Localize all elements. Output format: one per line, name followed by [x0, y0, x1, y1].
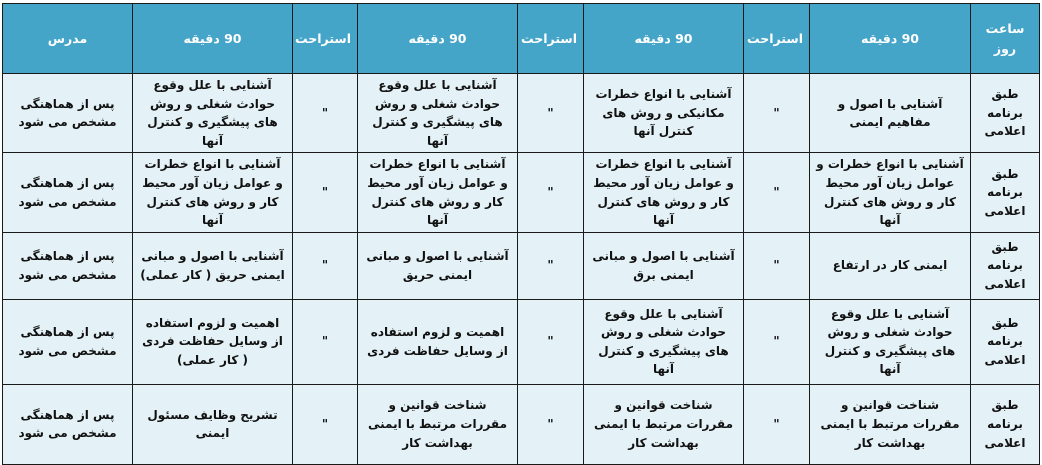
break-cell: " [518, 153, 584, 232]
break-cell: " [518, 384, 584, 464]
teacher-cell: پس از هماهنگی مشخص می شود [3, 153, 133, 232]
table-row [3, 384, 1040, 464]
break-cell: " [293, 299, 358, 384]
break-cell: " [744, 74, 810, 153]
break-cell: " [293, 232, 358, 299]
table-row [3, 232, 1040, 299]
session-cell: آشنایی با انواع خطرات و عوامل زیان آور محیط کار و روش های کنترل آنها [358, 153, 518, 232]
header-break-3: استراحت [293, 4, 358, 74]
session-cell: آشنایی با انواع خطرات و عوامل زیان آور محیط کار و روش های کنترل آنها [133, 153, 293, 232]
table-row [3, 299, 1040, 384]
break-cell: " [293, 74, 358, 153]
session-cell: اهمیت و لزوم استفاده از وسایل حفاظت فردی [358, 299, 518, 384]
session-cell: آشنایی با اصول و مفاهیم ایمنی [810, 74, 971, 153]
session-cell: آشنایی با علل وقوع حوادث شغلی و روش های پیشگیری و کنترل آنها [133, 74, 293, 153]
break-cell: " [744, 384, 810, 464]
teacher-cell: پس از هماهنگی مشخص می شود [3, 232, 133, 299]
session-cell: آشنایی با اصول و مبانی ایمنی برق [584, 232, 744, 299]
break-cell: " [518, 232, 584, 299]
teacher-cell: پس از هماهنگی مشخص می شود [3, 384, 133, 464]
session-cell: اهمیت و لزوم استفاده از وسایل حفاظت فردی ( کار عملی) [133, 299, 293, 384]
header-row [3, 4, 1040, 74]
table-header [3, 4, 1040, 74]
session-cell: آشنایی با علل وقوع حوادث شغلی و روش های پیشگیری و کنترل آنها [810, 299, 971, 384]
session-cell: شناخت قوانین و مقررات مرتبط با ایمنی بهداشت کار [358, 384, 518, 464]
day-cell: طبق برنامه اعلامی [971, 153, 1040, 232]
header-session-3: 90 دقیقه [358, 4, 518, 74]
header-break-2: استراحت [518, 4, 584, 74]
table-body [3, 74, 1040, 465]
header-session-2: 90 دقیقه [584, 4, 744, 74]
session-cell: آشنایی با انواع خطرات مکانیکی و روش های کنترل آنها [584, 74, 744, 153]
session-cell: آشنایی با علل وقوع حوادث شغلی و روش های پیشگیری و کنترل آنها [584, 299, 744, 384]
session-cell: آشنایی با علل وقوع حوادث شغلی و روش های پیشگیری و کنترل آنها [358, 74, 518, 153]
break-cell: " [518, 74, 584, 153]
session-cell: شناخت قوانین و مقررات مرتبط با ایمنی بهداشت کار [810, 384, 971, 464]
header-session-1: 90 دقیقه [810, 4, 971, 74]
header-session-4: 90 دقیقه [133, 4, 293, 74]
break-cell: " [518, 299, 584, 384]
day-cell: طبق برنامه اعلامی [971, 299, 1040, 384]
day-cell: طبق برنامه اعلامی [971, 232, 1040, 299]
break-cell: " [744, 232, 810, 299]
table-row [3, 74, 1040, 153]
teacher-cell: پس از هماهنگی مشخص می شود [3, 299, 133, 384]
session-cell: آشنایی با انواع خطرات و عوامل زیان آور محیط کار و روش های کنترل آنها [810, 153, 971, 232]
header-break-1: استراحت [744, 4, 810, 74]
teacher-cell: پس از هماهنگی مشخص می شود [3, 74, 133, 153]
break-cell: " [293, 153, 358, 232]
day-cell: طبق برنامه اعلامی [971, 384, 1040, 464]
session-cell: شناخت قوانین و مقررات مرتبط با ایمنی بهداشت کار [584, 384, 744, 464]
session-cell: ایمنی کار در ارتفاع [810, 232, 971, 299]
day-cell: طبق برنامه اعلامی [971, 74, 1040, 153]
session-cell: آشنایی با انواع خطرات و عوامل زیان آور محیط کار و روش های کنترل آنها [584, 153, 744, 232]
break-cell: " [293, 384, 358, 464]
table-row [3, 153, 1040, 232]
training-schedule-table [2, 3, 1040, 465]
session-cell: آشنایی با اصول و مبانی ایمنی حریق ( کار عملی) [133, 232, 293, 299]
header-teacher: مدرس [3, 4, 133, 74]
break-cell: " [744, 153, 810, 232]
session-cell: تشریح وظایف مسئول ایمنی [133, 384, 293, 464]
header-time-of-day: ساعت روز [971, 4, 1040, 74]
break-cell: " [744, 299, 810, 384]
session-cell: آشنایی با اصول و مبانی ایمنی حریق [358, 232, 518, 299]
